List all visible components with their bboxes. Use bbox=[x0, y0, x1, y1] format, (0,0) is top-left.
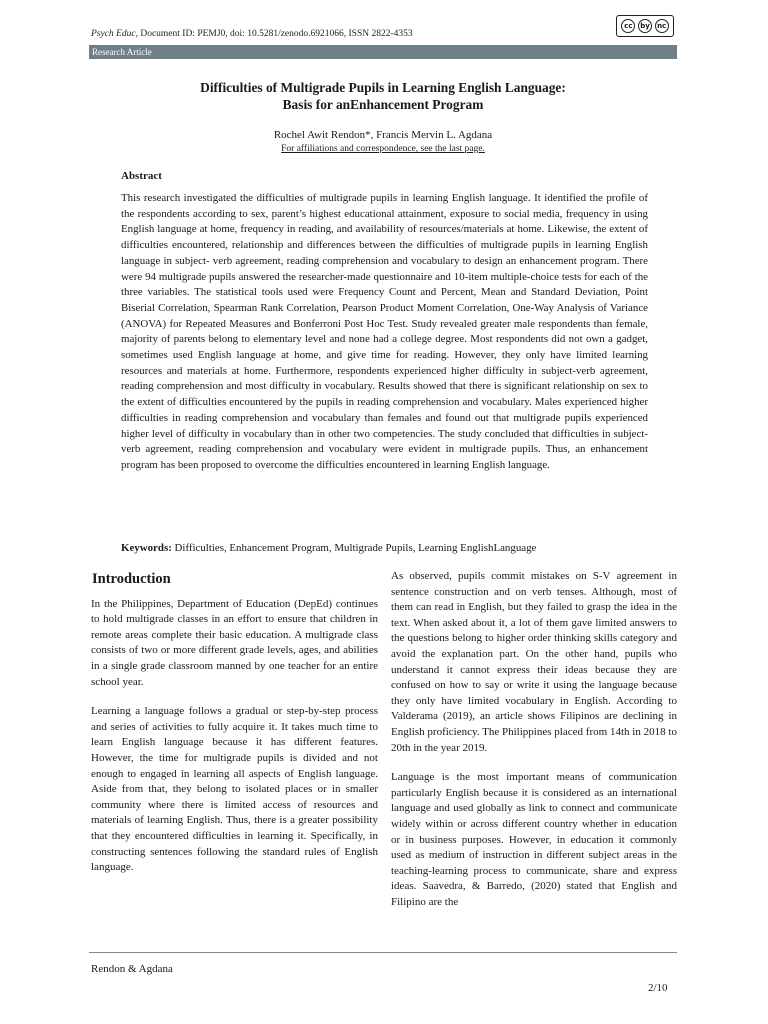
abstract-body: This research investigated the difficulties of multigrade pupils in learning English language. It identified the profile of the respondents according to sex, parent’s highest educational attainment, exposure to social media, frequency in using English language at home, frequency in reading, and availability of resources/materials at home. Likewise, the extent of difficulties encountered, relationship and differences between the difficulties of multigrade pupils in learning English language in subject- verb agreement, reading comprehension and vocabulary to design an enhancement program. There were 94 multigrade pupils answered the researcher-made questionnaire and 10-item multiple-choice tests for each of the three variables. The statistical tools used were Frequency Count and Percent, Mean and Standard Deviation, Point Biserial Correlation, Spearman Rank Correlation, Pearson Product Moment Correlation, One-Way Analysis of Variance (ANOVA) for Repeated Measures and Bonferroni Post Hoc Test. Study revealed greater male respondents than female, majority of parents belong to elementary level and none had a college degree. Most respondents did not own a gadget, sometimes used English language at home, and give time for reading. However, they only have limited learning resources and materials at home. Furthermore, respondents experienced higher difficulty in subject-verb agreement, reading comprehension and most difficulty in vocabulary. Results showed that there is significant relationship on sex to the extent of difficulties encountered by the pupils in reading comprehension and vocabulary. Males experienced higher difficulties in reading comprehension and vocabulary than females and found out that multigrade pupils experienced higher level of difficulty in vocabulary than in other two competencies. The study concluded that difficulties in subject-verb agreement, reading comprehension and vocabulary were evident in multigrade pupils. Thus, an enhancement program has been proposed to overcome the difficulties encountered in learning English language. bbox=[121, 192, 648, 471]
paper-title bbox=[89, 79, 677, 113]
title-line-2: Basis for anEnhancement Program bbox=[282, 97, 484, 112]
title-line-1: Difficulties of Multigrade Pupils in Learning English Language: bbox=[200, 80, 566, 95]
author-list: Rochel Awit Rendon*, Francis Mervin L. Agdana bbox=[273, 129, 493, 141]
left-column bbox=[91, 570, 378, 890]
cc-icon: cc bbox=[621, 19, 635, 33]
article-type-bar bbox=[89, 45, 677, 59]
nc-icon: nc bbox=[655, 19, 669, 33]
article-type: Research Article bbox=[92, 47, 152, 57]
keywords-label: Keywords: bbox=[121, 542, 172, 554]
abstract-heading: Abstract bbox=[121, 170, 162, 182]
intro-paragraph-1: In the Philippines, Department of Education (DepEd) continues to hold multigrade classes in an effort to ensure that children in remote areas complete their basic education. A multigrade class consists of two or more different grade levels, ages, and abilities in a single grade classroom manned by one teacher for an entire school year. bbox=[91, 597, 378, 688]
journal-name: Psych Educ bbox=[91, 29, 136, 39]
journal-citation bbox=[91, 29, 413, 39]
page-number: 2/10 bbox=[648, 982, 668, 994]
keywords bbox=[121, 542, 648, 554]
cc-license-badge[interactable] bbox=[616, 15, 674, 37]
intro-paragraph-2: Learning a language follows a gradual or step-by-step process and series of activities to fully acquire it. It takes much time to learn English language because it has different features. However, the time for multigrade pupils is divided and not enough to engaged in learning all aspects of English language. Aside from that, they belong to isolated places or in smaller community where there is limited access of resources and materials of learning English. Thus, there is a greater possibility that they encountered difficulties in learning it. Specifically, in constructing sentences following the standard rules of English language. bbox=[91, 705, 378, 874]
right-paragraph-2: Language is the most important means of communication particularly English because it is considered as an international language and used globally as link to connect and communicate widely within or across different country whether in education or in business purposes. However, in education it commonly used as medium of instruction in different subject areas in the teaching-learning process to communicate, share and express ideas. Saavedra, & Barredo, (2020) stated that English and Filipino are the bbox=[391, 771, 677, 908]
affiliation-link[interactable]: For affiliations and correspondence, see the last page. bbox=[281, 144, 485, 154]
section-heading-introduction: Introduction bbox=[92, 571, 171, 587]
right-column bbox=[391, 569, 677, 924]
right-paragraph-1: As observed, pupils commit mistakes on S-V agreement in sentence construction and on verb tenses. Although, most of them can read in English, but they failed to grasp the idea in the text. When asked about it, a lot of them gave limited answers to the questions belong to higher order thinking skills category and avoid the explanation part. On the other hand, pupils who understand it cannot express their ideas because they are confused on how to say or write it using the language because they only have limited vocabulary in English. According to Valderama (2019), an article shows Filipinos are declining in English proficiency. The Philippines placed from 14th in 2018 to 20th in the year 2019. bbox=[391, 570, 677, 754]
footer-authors: Rendon & Agdana bbox=[91, 963, 173, 975]
journal-info: , Document ID: PEMJ0, doi: 10.5281/zenodo.6921066, ISSN 2822-4353 bbox=[135, 29, 413, 39]
footer-divider bbox=[89, 952, 677, 953]
keywords-text: Difficulties, Enhancement Program, Multigrade Pupils, Learning EnglishLanguage bbox=[171, 542, 537, 554]
by-icon: by bbox=[638, 19, 652, 33]
